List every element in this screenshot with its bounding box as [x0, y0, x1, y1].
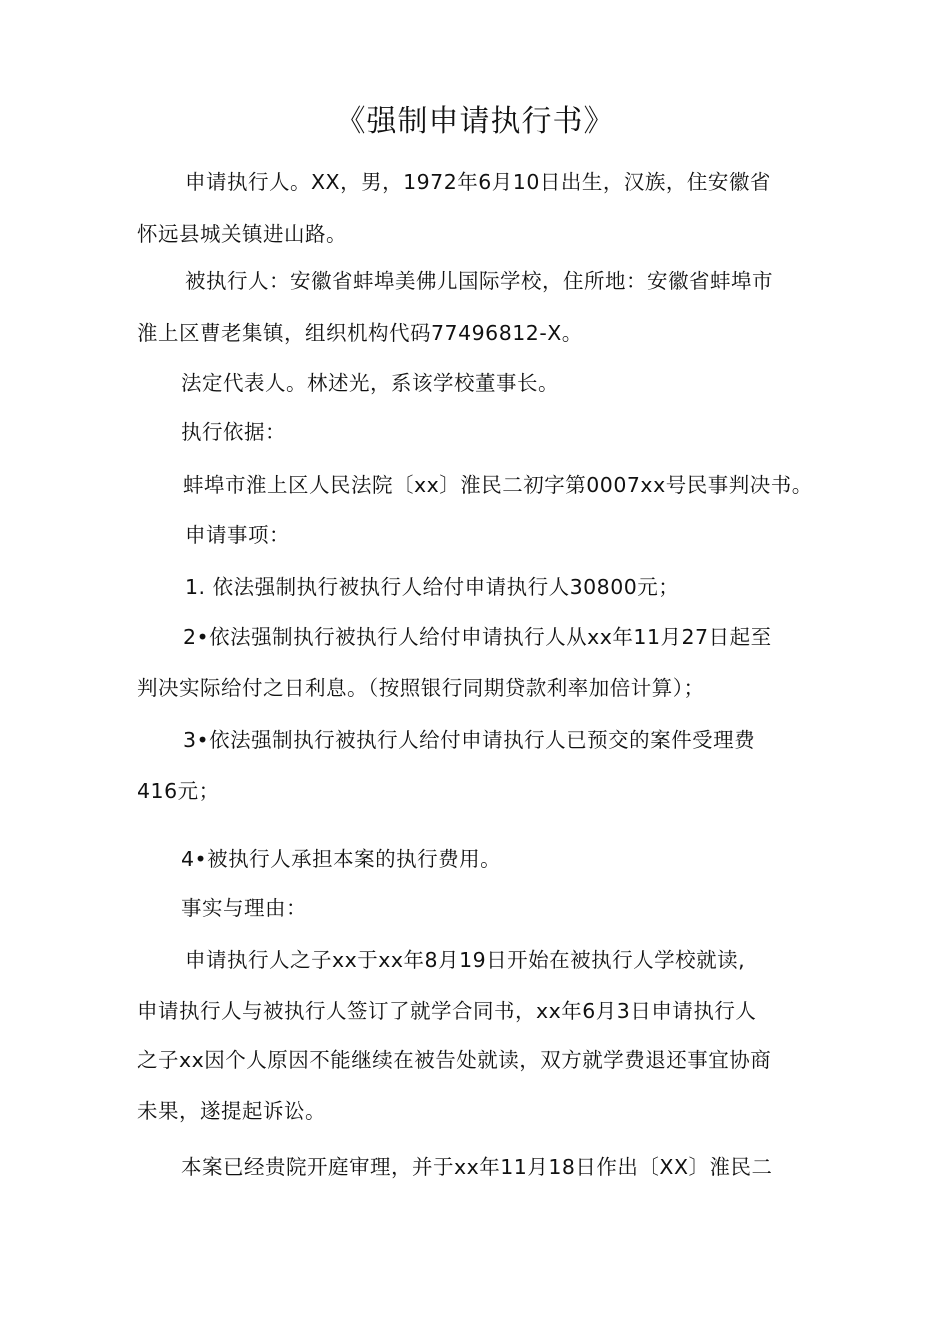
list-item-continuation: 416元； [137, 779, 220, 803]
paragraph-line: 申请事项： [185, 523, 290, 547]
paragraph-line: 被执行人：安徽省蚌埠美佛儿国际学校，住所地：安徽省蚌埠市 [185, 269, 773, 293]
paragraph-line: 事实与理由： [181, 896, 307, 920]
paragraph-line: 申请执行人。XX，男，1972年6月10日出生，汉族，住安徽省 [185, 170, 771, 194]
paragraph-line: 申请执行人之子xx于xx年8月19日开始在被执行人学校就读, [185, 948, 746, 972]
paragraph-line: 淮上区曹老集镇，组织机构代码77496812-X。 [137, 321, 583, 345]
document-title: 《强制申请执行书》 [335, 104, 615, 139]
paragraph-line: 执行依据： [181, 420, 286, 444]
list-item: 3•依法强制执行被执行人给付申请执行人已预交的案件受理费 [183, 728, 756, 752]
paragraph-line: 法定代表人。林述光，系该学校董事长。 [181, 371, 559, 395]
paragraph-line: 未果，遂提起诉讼。 [137, 1099, 326, 1123]
paragraph-line: 本案已经贵院开庭审理，并于xx年11月18日作出〔XX〕淮民二 [181, 1155, 773, 1179]
paragraph-line: 申请执行人与被执行人签订了就学合同书，xx年6月3日申请执行人 [137, 999, 757, 1023]
list-item-continuation: 判决实际给付之日利息。（按照银行同期贷款利率加倍计算）； [137, 676, 705, 700]
list-item: 2•依法强制执行被执行人给付申请执行人从xx年11月27日起至 [183, 625, 772, 649]
paragraph-line: 蚌埠市淮上区人民法院〔xx〕淮民二初字第0007xx号民事判决书。 [183, 473, 813, 497]
list-item: 1. 依法强制执行被执行人给付申请执行人30800元； [185, 575, 680, 599]
paragraph-line: 之子xx因个人原因不能继续在被告处就读，双方就学费退还事宜协商 [137, 1048, 772, 1072]
list-item: 4•被执行人承担本案的执行费用。 [181, 847, 502, 871]
paragraph-line: 怀远县城关镇进山路。 [137, 222, 347, 246]
